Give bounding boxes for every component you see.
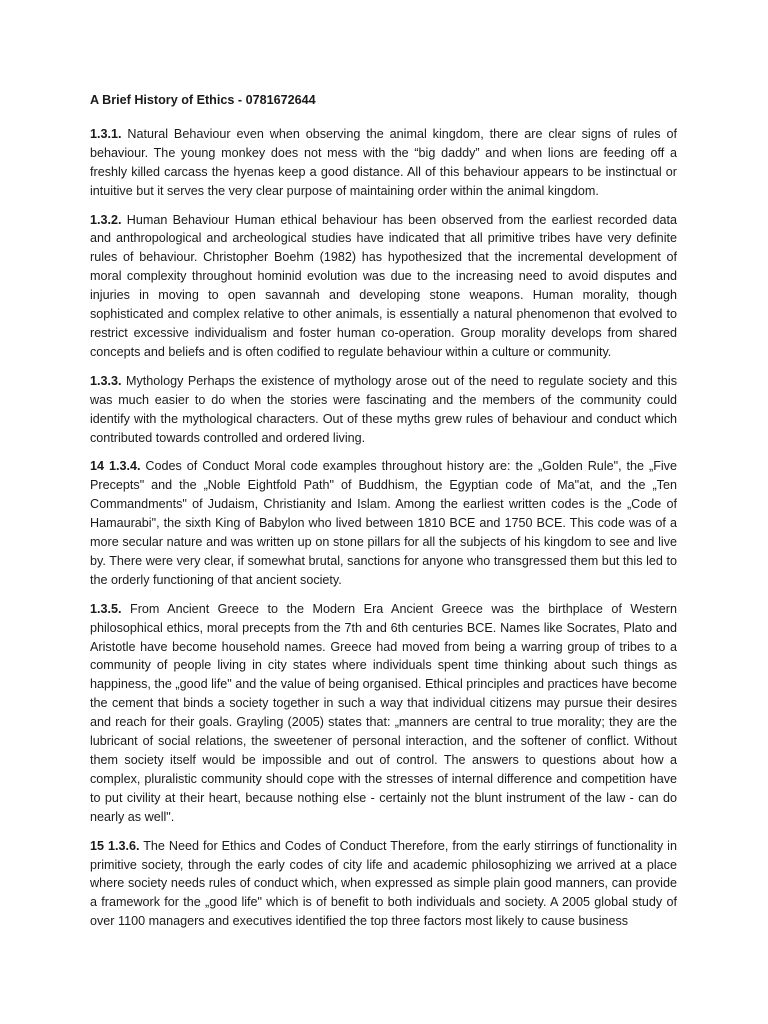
section-number: 1.3.2. [90,212,122,227]
section-number: 1.3.1. [90,126,122,141]
section-number: 1.3.3. [90,373,122,388]
paragraph-text: Mythology Perhaps the existence of mythology arose out of the need to regulate society and this was much easier to do when the stories were fascinating and the members of the community could identify with the mythological characters. Out of these myths grew rules of behaviour and conduct which contributed towards controlled and ordered living. [90,373,677,445]
paragraph-1-3-1 [90,125,677,201]
paragraph-1-3-3 [90,372,677,448]
paragraph-1-3-5 [90,600,677,827]
paragraph-text: Codes of Conduct Moral code examples throughout history are: the „Golden Rule", the „Five Precepts" and the „Noble Eightfold Path" of Buddhism, the Egyptian code of Ma"at, and the „Ten Commandments" of Judaism, Christianity and Islam. Among the earliest written codes is the „Code of Hamaurabi", the sixth King of Babylon who lived between 1810 BCE and 1750 BCE. This code was of a more secular nature and was written up on stone pillars for all the subjects of his kingdom to see and live by. There were very clear, if somewhat brutal, sanctions for anyone who transgressed them but this led to the orderly functioning of that ancient society. [90,459,677,587]
section-number: 15 1.3.6. [90,838,140,853]
document-body [90,91,677,941]
paragraph-text: The Need for Ethics and Codes of Conduct Therefore, from the early stirrings of functionality in primitive society, through the early codes of city life and academic philosophizing we arrived at a place where society needs rules of conduct which, when expressed as simple plain good manners, can provide a framework for the „good life" which is of benefit to both individuals and society. A 2005 global study of over 1100 managers and executives identified the top three factors most likely to cause business [90,838,677,929]
paragraph-1-3-4 [90,457,677,589]
paragraph-text: Natural Behaviour even when observing the animal kingdom, there are clear signs of rules of behaviour. The young monkey does not mess with the “big daddy” and when lions are feeding off a freshly killed carcass the hyenas keep a good distance. All of this behaviour appears to be instinctual or intuitive but it serves the very clear purpose of maintaining order within the animal kingdom. [90,126,677,198]
document-title: A Brief History of Ethics - 0781672644 [90,93,316,107]
paragraph-text: From Ancient Greece to the Modern Era Ancient Greece was the birthplace of Western philosophical ethics, moral precepts from the 7th and 6th centuries BCE. Names like Socrates, Plato and Aristotle have become household names. Greece had moved from being a warring group of tribes to a community of people living in city states where individuals spent time thinking about such things as happiness, the „good life" and the value of being organised. Ethical principles and practices have become the cement that binds a society together in such a way that individual citizens may pursue their desires and reach for their goals. Grayling (2005) states that: „manners are central to true morality; they are the lubricant of social relations, the sweetener of personal interaction, and the softener of conflict. Without them society itself would be impossible and out of control. The answers to questions about how a complex, pluralistic community should cope with the stresses of internal difference and competition have to put civility at their heart, because nothing else - certainly not the blunt instrument of the law - can do nearly as well". [90,601,677,824]
paragraph-1-3-6 [90,837,677,932]
paragraph-text: Human Behaviour Human ethical behaviour has been observed from the earliest recorded data and anthropological and archeological studies have indicated that all primitive tribes have very definite rules of behaviour. Christopher Boehm (1982) has hypothesized that the incremental development of moral complexity throughout hominid evolution was due to the increasing need to avoid disputes and injuries in moving to open savannah and developing stone weapons. Human morality, though sophisticated and complex relative to other animals, is essentially a natural phenomenon that evolved to restrict excessive individualism and foster human co-operation. Group morality develops from shared concepts and beliefs and is often codified to regulate behaviour within a culture or community. [90,212,677,359]
section-number: 14 1.3.4. [90,459,141,474]
paragraph-1-3-2 [90,211,677,362]
section-number: 1.3.5. [90,601,122,616]
